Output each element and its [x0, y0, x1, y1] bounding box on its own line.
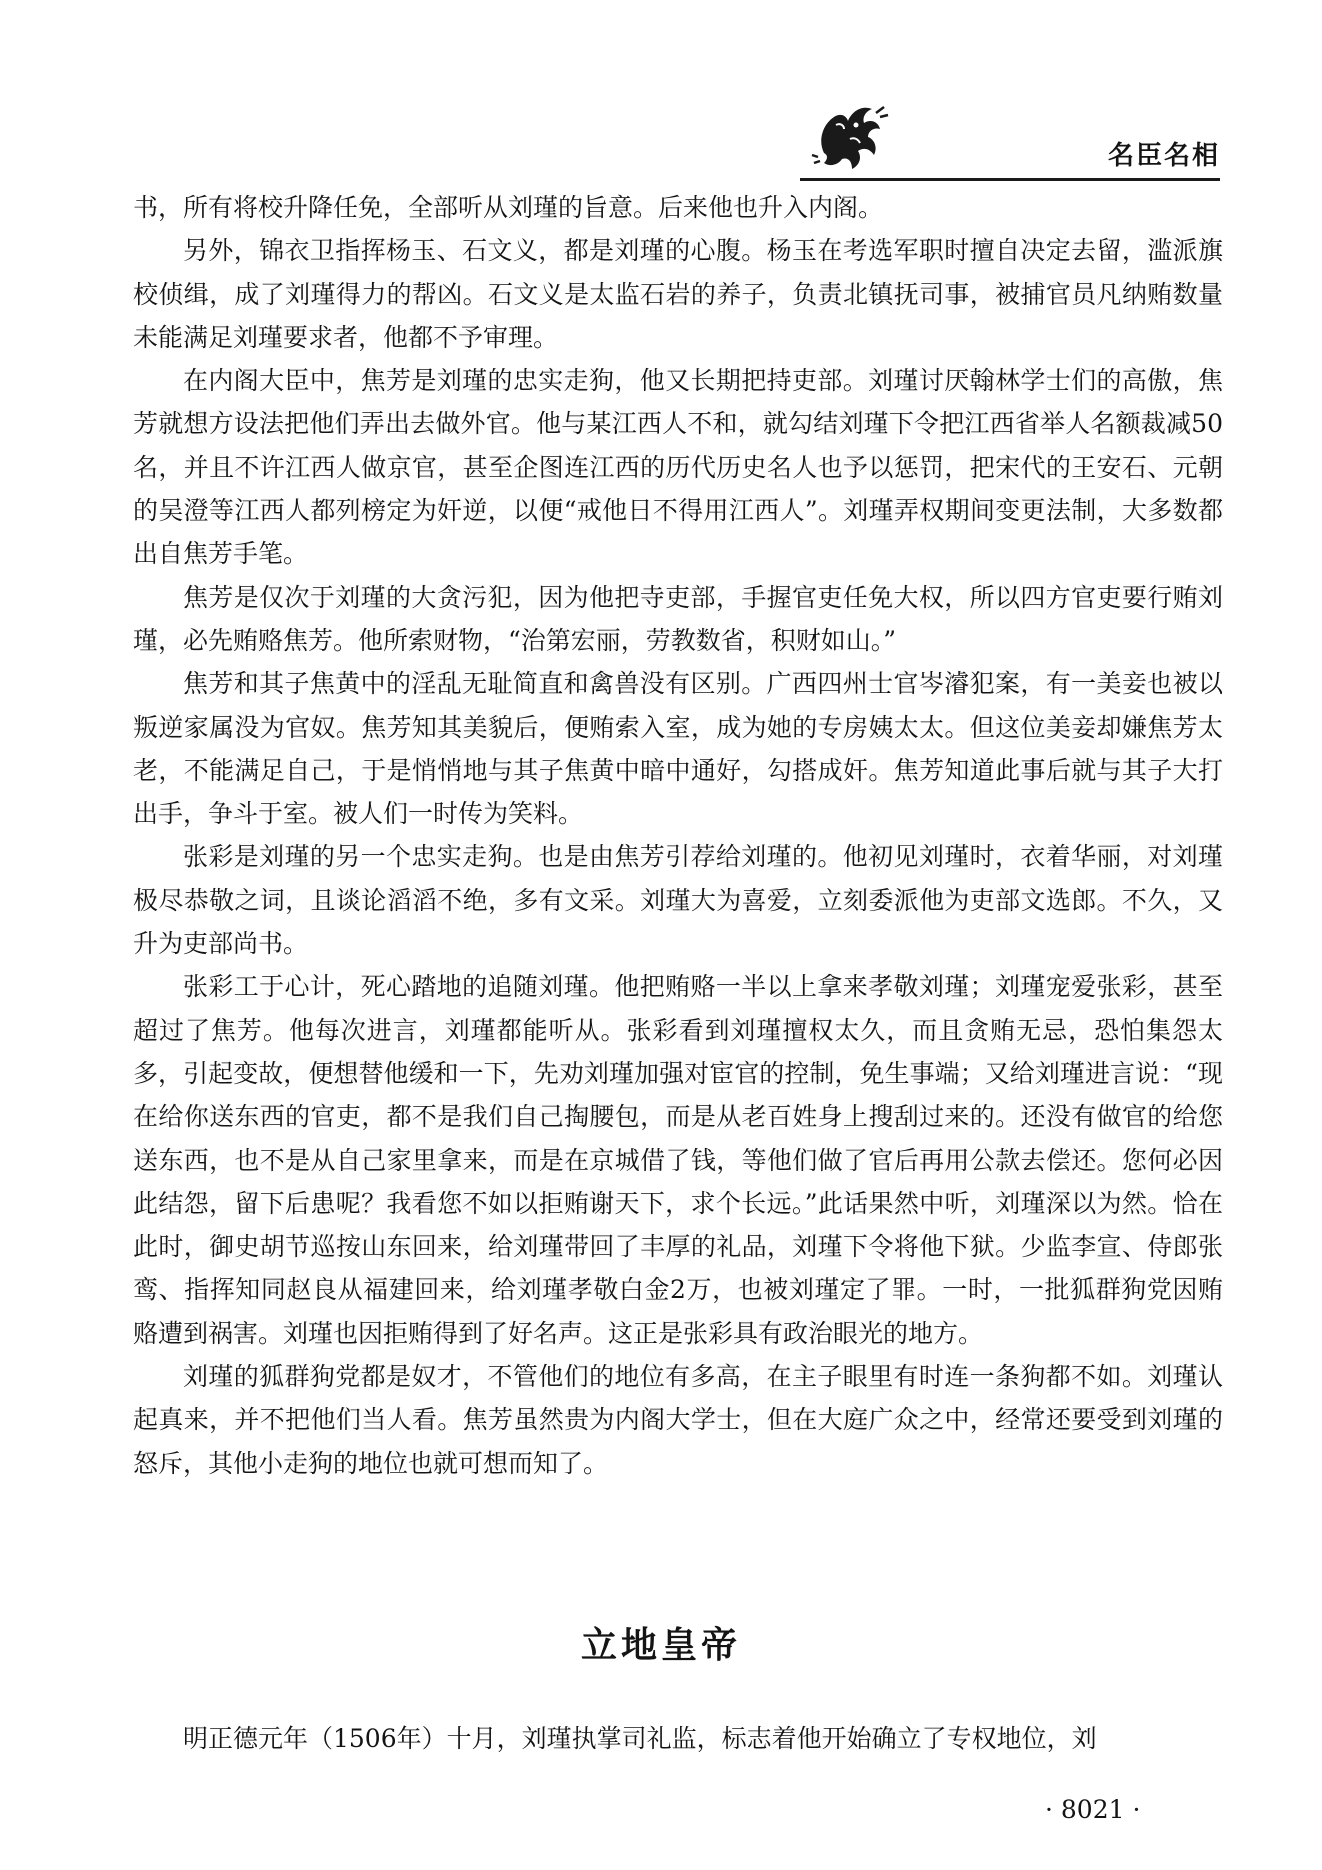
paragraph: 另外，锦衣卫指挥杨玉、石文义，都是刘瑾的心腹。杨玉在考选军职时擅自决定去留，滥派旗校侦缉，成了刘瑾得力的帮凶。石文义是太监石岩的养子，负责北镇抚司事，被捕官员凡纳贿数量未能满足刘瑾要求者，他都不予审理。 [133, 236, 1223, 352]
paragraph: 张彩工于心计，死心踏地的追随刘瑾。他把贿赂一半以上拿来孝敬刘瑾；刘瑾宠爱张彩，甚至超过了焦芳。他每次进言，刘瑾都能听从。张彩看到刘瑾擅权太久，而且贪贿无忌，恐怕集怨太多，引起变故，便想替他缓和一下，先劝刘瑾加强对宦官的控制，免生事端；又给刘瑾进言说：“现在给你送东西的官吏，都不是我们自己掏腰包，而是从老百姓身上搜刮过来的。还没有做官的给您送东西，也不是从自己家里拿来，而是在京城借了钱，等他们做了官后再用公款去偿还。您何必因此结怨，留下后患呢？我看您不如以拒贿谢天下，求个长远。”此话果然中听，刘瑾深以为然。恰在此时，御史胡节巡按山东回来，给刘瑾带回了丰厚的礼品，刘瑾下令将他下狱。少监李宣、侍郎张鸾、指挥知同赵良从福建回来，给刘瑾孝敬白金2万，也被刘瑾定了罪。一时，一批狐群狗党因贿赂遭到祸害。刘瑾也因拒贿得到了好名声。这正是张彩具有政治眼光的地方。 [133, 972, 1223, 1348]
paragraph: 焦芳是仅次于刘瑾的大贪污犯，因为他把寺吏部，手握官吏任免大权，所以四方官吏要行贿刘瑾，必先贿赂焦芳。他所索财物，“治第宏丽，劳教数省，积财如山。” [133, 582, 1223, 655]
paragraph: 刘瑾的狐群狗党都是奴才，不管他们的地位有多高，在主子眼里有时连一条狗都不如。刘瑾认起真来，并不把他们当人看。焦芳虽然贵为内阁大学士，但在大庭广众之中，经常还要受到刘瑾的怒斥，其他小走狗的地位也就可想而知了。 [133, 1362, 1223, 1478]
header-title: 名臣名相 [1107, 141, 1220, 171]
section-body [133, 1717, 1223, 1760]
section-title: 立地皇帝 [580, 1625, 741, 1666]
paragraph: 明正德元年（1506年）十月，刘瑾执掌司礼监，标志着他开始确立了专权地位，刘 [183, 1724, 1097, 1753]
paragraph: 焦芳和其子焦黄中的淫乱无耻简直和禽兽没有区别。广西四州士官岑濬犯案，有一美妾也被以叛逆家属没为官奴。焦芳知其美貌后，便贿索入室，成为她的专房姨太太。但这位美妾却嫌焦芳太老，不能满足自己，于是悄悄地与其子焦黄中暗中通好，勾搭成奸。焦芳知道此事后就与其子大打出手，争斗于室。被人们一时传为笑料。 [133, 669, 1223, 829]
paragraph: 张彩是刘瑾的另一个忠实走狗。也是由焦芳引荐给刘瑾的。他初见刘瑾时，衣着华丽，对刘瑾极尽恭敬之词，且谈论滔滔不绝，多有文采。刘瑾大为喜爱，立刻委派他为吏部文选郎。不久，又升为吏部尚书。 [133, 842, 1223, 959]
dragon-icon [810, 95, 890, 175]
paragraph: 在内阁大臣中，焦芳是刘瑾的忠实走狗，他又长期把持吏部。刘瑾讨厌翰林学士们的高傲，焦芳就想方设法把他们弄出去做外官。他与某江西人不和，就勾结刘瑾下令把江西省举人名额裁减50名，并且不许江西人做京官，甚至企图连江西的历代历史名人也予以惩罚，把宋代的王安石、元朝的吴澄等江西人都列榜定为奸逆，以便“戒他日不得用江西人”。刘瑾弄权期间变更法制，大多数都出自焦芳手笔。 [133, 366, 1223, 569]
header-rule [800, 178, 1220, 181]
body-text [133, 186, 1223, 1485]
paragraph: 书，所有将校升降任免，全部听从刘瑾的旨意。后来他也升入内阁。 [133, 193, 884, 222]
running-header [780, 95, 1220, 185]
page-number: · 8021 · [1045, 1795, 1141, 1824]
